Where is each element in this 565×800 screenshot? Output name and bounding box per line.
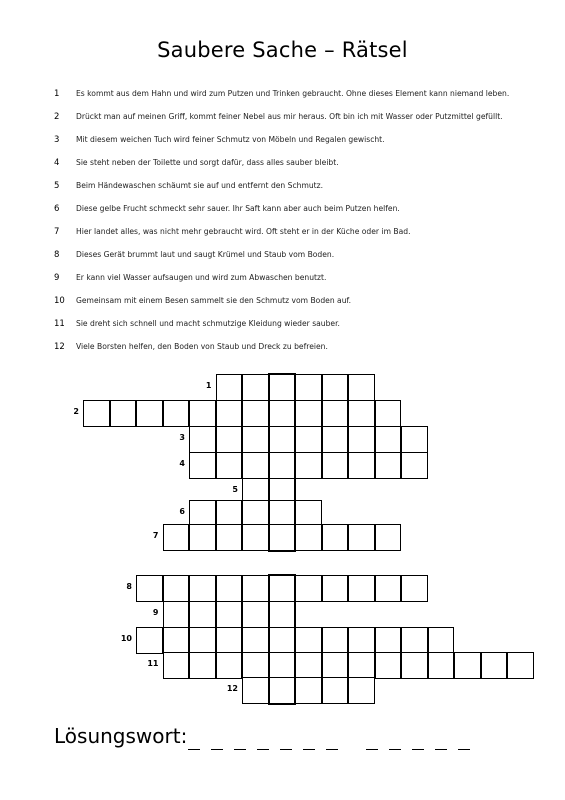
clue-item <box>54 243 334 266</box>
crossword-cell[interactable] <box>269 677 296 704</box>
crossword-cell[interactable] <box>375 400 402 427</box>
crossword-cell[interactable] <box>269 426 296 453</box>
solution-letter-blank[interactable] <box>326 749 338 750</box>
crossword-cell[interactable] <box>348 677 375 704</box>
clue-number: 12 <box>54 342 65 352</box>
clue-text: Mit diesem weichen Tuch wird feiner Schmutz von Möbeln und Regalen gewischt. <box>76 135 385 144</box>
clue-text: Er kann viel Wasser aufsaugen und wird zum Abwaschen benutzt. <box>76 273 327 282</box>
clue-text: Sie dreht sich schnell und macht schmutzige Kleidung wieder sauber. <box>76 319 340 328</box>
clue-item <box>54 128 385 151</box>
crossword-cell[interactable] <box>375 524 402 551</box>
crossword-cell[interactable] <box>322 652 349 679</box>
crossword-cell[interactable] <box>163 524 190 551</box>
crossword-cell[interactable] <box>295 374 322 401</box>
crossword-cell[interactable] <box>242 524 269 551</box>
clue-item <box>54 289 351 312</box>
clue-text: Es kommt aus dem Hahn und wird zum Putzen und Trinken gebraucht. Ohne dieses Element kann niemand leben. <box>76 89 510 98</box>
clue-number: 11 <box>54 319 65 329</box>
clue-text: Drückt man auf meinen Griff, kommt feiner Nebel aus mir heraus. Oft bin ich mit Wasser oder Putzmittel gefüllt. <box>76 112 503 121</box>
crossword-cell[interactable] <box>295 400 322 427</box>
crossword-cell[interactable] <box>295 452 322 479</box>
crossword-cell[interactable] <box>375 426 402 453</box>
crossword-cell[interactable] <box>216 524 243 551</box>
clue-number: 8 <box>54 250 60 260</box>
crossword-cell[interactable] <box>507 652 534 679</box>
crossword-cell[interactable] <box>136 575 163 602</box>
crossword-cell[interactable] <box>216 374 243 401</box>
crossword-cell[interactable] <box>428 627 455 654</box>
crossword-cell[interactable] <box>242 374 269 401</box>
clue-item <box>54 266 326 289</box>
clue-item <box>54 335 328 358</box>
crossword-cell[interactable] <box>295 575 322 602</box>
crossword-cell[interactable] <box>216 400 243 427</box>
crossword-cell[interactable] <box>481 652 508 679</box>
crossword-row-number: 7 <box>152 531 159 540</box>
crossword-cell[interactable] <box>83 400 110 427</box>
clue-item <box>54 312 340 335</box>
clue-item <box>54 82 509 105</box>
crossword-cell[interactable] <box>189 575 216 602</box>
crossword-row-number: 4 <box>179 459 185 468</box>
clue-number: 10 <box>54 296 65 306</box>
crossword-cell[interactable] <box>348 575 375 602</box>
solution-letter-blank[interactable] <box>188 749 200 750</box>
crossword-row-number: 5 <box>232 485 238 494</box>
crossword-cell[interactable] <box>348 627 375 654</box>
crossword-cell[interactable] <box>269 575 296 602</box>
solution-letter-blank[interactable] <box>280 749 292 750</box>
crossword-cell[interactable] <box>136 400 163 427</box>
crossword-cell[interactable] <box>269 652 296 679</box>
crossword-cell[interactable] <box>322 426 349 453</box>
solution-word-label: Lösungswort: <box>54 724 188 748</box>
crossword-cell[interactable] <box>348 452 375 479</box>
crossword-cell[interactable] <box>242 601 269 628</box>
crossword-row-number: 3 <box>179 433 185 442</box>
crossword-cell[interactable] <box>189 627 216 654</box>
crossword-cell[interactable] <box>242 677 269 704</box>
clue-text: Diese gelbe Frucht schmeckt sehr sauer. Ihr Saft kann aber auch beim Putzen helfen. <box>76 204 400 213</box>
crossword-cell[interactable] <box>375 452 402 479</box>
crossword-cell[interactable] <box>348 374 375 401</box>
crossword-cell[interactable] <box>216 575 243 602</box>
clue-text: Dieses Gerät brummt laut und saugt Krümel und Staub vom Boden. <box>76 250 335 259</box>
solution-letter-blank[interactable] <box>366 749 378 750</box>
clue-item <box>54 151 339 174</box>
clue-item <box>54 220 410 243</box>
crossword-cell[interactable] <box>348 426 375 453</box>
crossword-cell[interactable] <box>242 575 269 602</box>
crossword-cell[interactable] <box>163 652 190 679</box>
crossword-cell[interactable] <box>401 426 428 453</box>
crossword-cell[interactable] <box>295 677 322 704</box>
solution-letter-blank[interactable] <box>257 749 269 750</box>
crossword-cell[interactable] <box>401 652 428 679</box>
crossword-cell[interactable] <box>269 452 296 479</box>
crossword-cell[interactable] <box>269 500 296 527</box>
crossword-cell[interactable] <box>242 426 269 453</box>
crossword-cell[interactable] <box>163 400 190 427</box>
crossword-row-number: 1 <box>205 381 212 390</box>
crossword-row-number: 2 <box>73 407 79 416</box>
crossword-cell[interactable] <box>322 524 349 551</box>
crossword-cell[interactable] <box>242 652 269 679</box>
crossword-cell[interactable] <box>322 677 349 704</box>
solution-letter-blank[interactable] <box>435 749 447 750</box>
crossword-cell[interactable] <box>295 652 322 679</box>
crossword-cell[interactable] <box>189 524 216 551</box>
clue-number: 2 <box>54 112 60 122</box>
clue-number: 1 <box>54 89 60 99</box>
solution-letter-blank[interactable] <box>412 749 424 750</box>
crossword-cell[interactable] <box>242 452 269 479</box>
crossword-cell[interactable] <box>348 652 375 679</box>
crossword-cell[interactable] <box>189 500 216 527</box>
clue-text: Beim Händewaschen schäumt sie auf und entfernt den Schmutz. <box>76 181 324 190</box>
crossword-row-number: 9 <box>152 608 159 617</box>
crossword-cell[interactable] <box>216 500 243 527</box>
crossword-cell[interactable] <box>295 524 322 551</box>
crossword-cell[interactable] <box>322 575 349 602</box>
clue-number: 9 <box>54 273 60 283</box>
crossword-cell[interactable] <box>401 627 428 654</box>
crossword-cell[interactable] <box>295 500 322 527</box>
crossword-cell[interactable] <box>322 374 349 401</box>
page-title: Saubere Sache – Rätsel <box>157 38 408 62</box>
crossword-cell[interactable] <box>189 601 216 628</box>
crossword-cell[interactable] <box>189 452 216 479</box>
crossword-cell[interactable] <box>269 524 296 551</box>
crossword-cell[interactable] <box>401 452 428 479</box>
crossword-cell[interactable] <box>269 374 296 401</box>
clue-number: 4 <box>54 158 60 168</box>
crossword-row-number: 6 <box>179 507 185 516</box>
crossword-cell[interactable] <box>454 652 481 679</box>
clue-number: 5 <box>54 181 60 191</box>
crossword-row-number: 10 <box>120 634 132 643</box>
crossword-cell[interactable] <box>401 575 428 602</box>
crossword-cell[interactable] <box>189 426 216 453</box>
solution-letter-blank[interactable] <box>234 749 246 750</box>
crossword-row-number: 12 <box>226 684 238 693</box>
crossword-cell[interactable] <box>242 627 269 654</box>
crossword-cell[interactable] <box>110 400 137 427</box>
crossword-cell[interactable] <box>216 627 243 654</box>
crossword-cell[interactable] <box>322 627 349 654</box>
crossword-cell[interactable] <box>189 400 216 427</box>
solution-letter-blank[interactable] <box>303 749 315 750</box>
crossword-cell[interactable] <box>216 601 243 628</box>
crossword-cell[interactable] <box>163 601 190 628</box>
clue-number: 7 <box>54 227 60 237</box>
crossword-cell[interactable] <box>322 452 349 479</box>
crossword-cell[interactable] <box>348 400 375 427</box>
solution-letter-blank[interactable] <box>389 749 401 750</box>
crossword-cell[interactable] <box>136 627 163 654</box>
clue-item <box>54 174 323 197</box>
clue-text: Gemeinsam mit einem Besen sammelt sie den Schmutz vom Boden auf. <box>76 296 352 305</box>
crossword-cell[interactable] <box>295 627 322 654</box>
clue-number: 3 <box>54 135 60 145</box>
clue-text: Viele Borsten helfen, den Boden von Staub und Dreck zu befreien. <box>76 342 328 351</box>
crossword-cell[interactable] <box>269 601 296 628</box>
crossword-cell[interactable] <box>242 500 269 527</box>
crossword-cell[interactable] <box>163 575 190 602</box>
crossword-cell[interactable] <box>216 652 243 679</box>
crossword-cell[interactable] <box>269 400 296 427</box>
crossword-cell[interactable] <box>375 652 402 679</box>
clue-text: Hier landet alles, was nicht mehr gebraucht wird. Oft steht er in der Küche oder im Bad. <box>76 227 411 236</box>
clue-item <box>54 105 503 128</box>
crossword-cell[interactable] <box>216 426 243 453</box>
crossword-cell[interactable] <box>269 627 296 654</box>
solution-letter-blank[interactable] <box>458 749 470 750</box>
crossword-cell[interactable] <box>348 524 375 551</box>
clue-number: 6 <box>54 204 60 214</box>
crossword-row-number: 11 <box>147 659 159 668</box>
crossword-cell[interactable] <box>295 426 322 453</box>
crossword-cell[interactable] <box>189 652 216 679</box>
clue-text: Sie steht neben der Toilette und sorgt dafür, dass alles sauber bleibt. <box>76 158 339 167</box>
crossword-cell[interactable] <box>375 575 402 602</box>
solution-letter-blank[interactable] <box>211 749 223 750</box>
crossword-cell[interactable] <box>428 652 455 679</box>
crossword-row-number: 8 <box>126 582 132 591</box>
crossword-cell[interactable] <box>163 627 190 654</box>
crossword-cell[interactable] <box>375 627 402 654</box>
crossword-cell[interactable] <box>242 400 269 427</box>
crossword-cell[interactable] <box>322 400 349 427</box>
crossword-cell[interactable] <box>216 452 243 479</box>
clue-item <box>54 197 400 220</box>
